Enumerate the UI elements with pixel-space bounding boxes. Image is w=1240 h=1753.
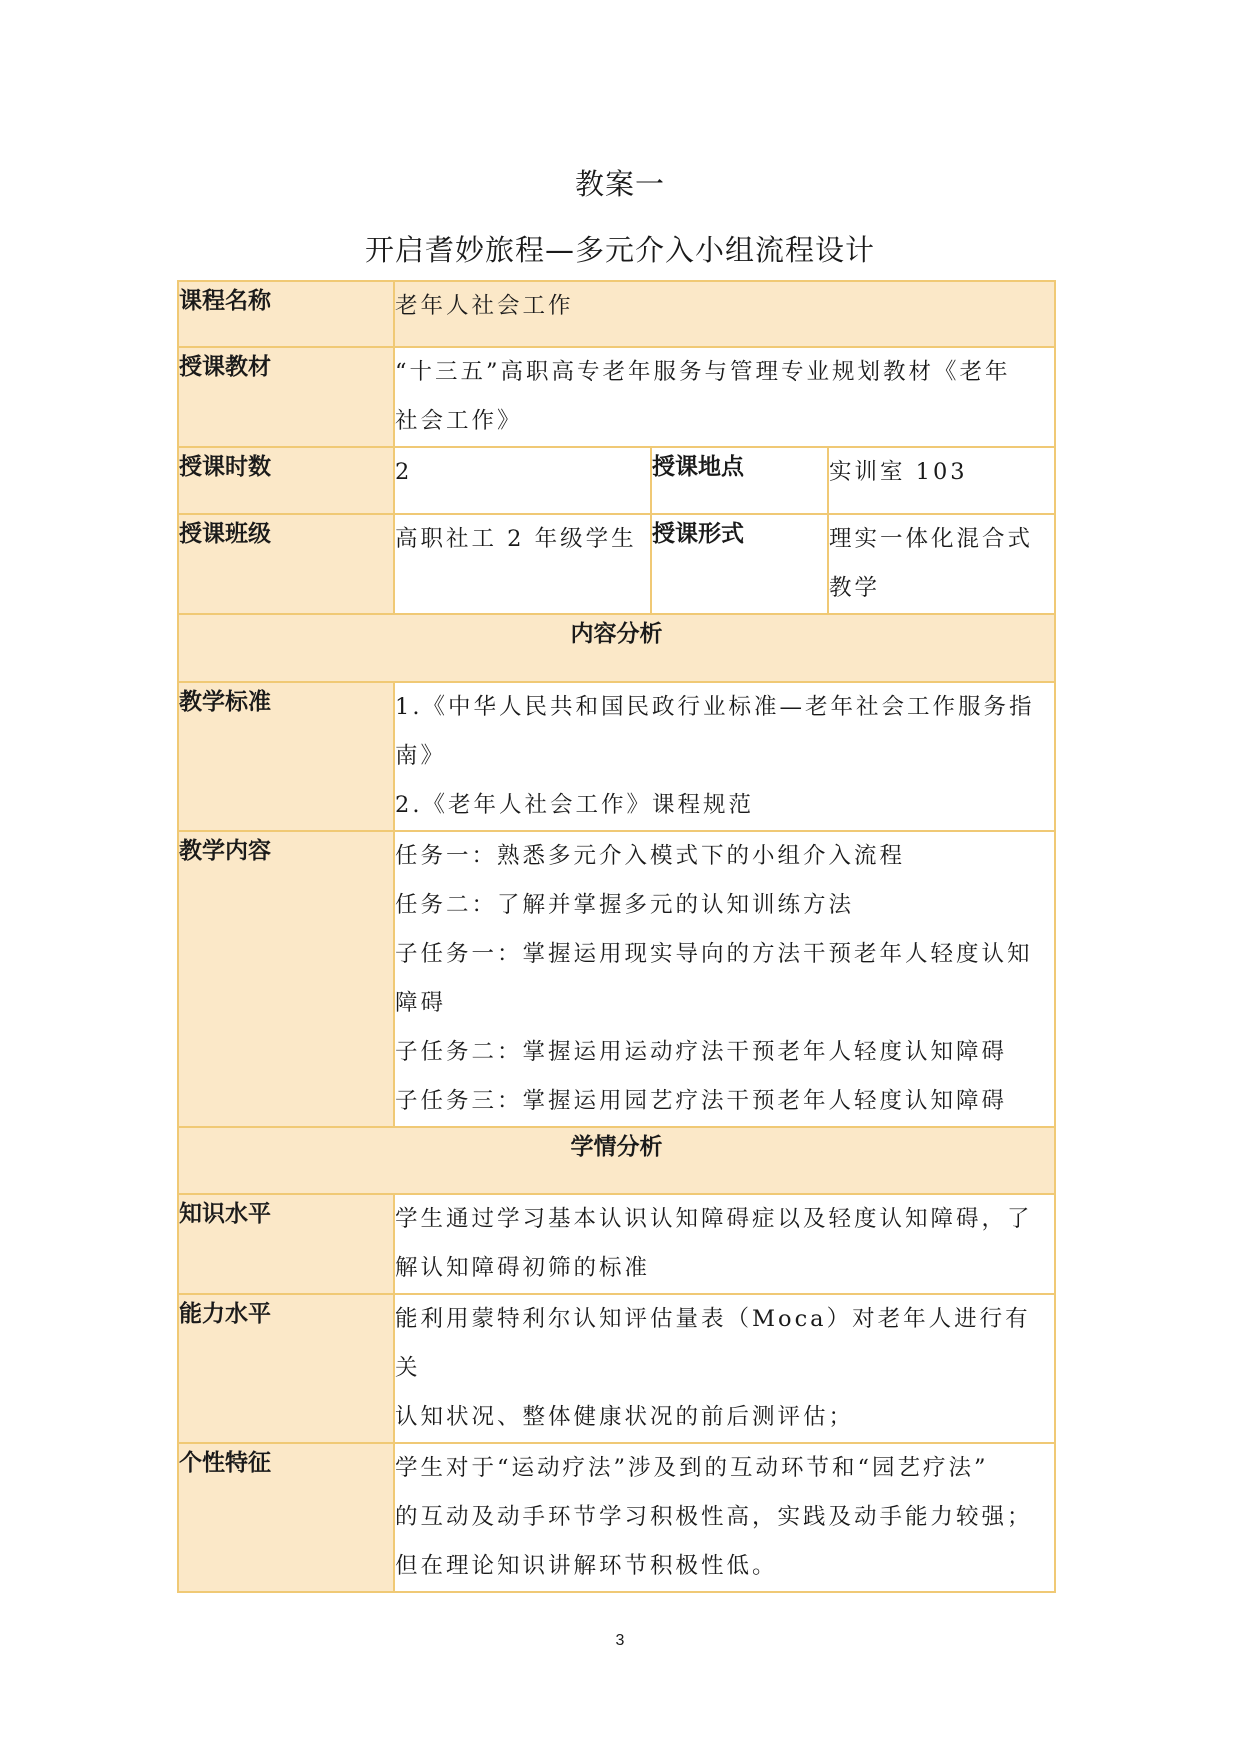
knowledge-value: [394, 1194, 1055, 1294]
textbook-line: 社会工作》: [395, 408, 523, 434]
form-line: 理实一体化混合式: [829, 526, 1034, 552]
ability-line: 认知状况、整体健康状况的前后测评估；: [395, 1404, 855, 1430]
form-line: 教学: [829, 575, 881, 601]
row-standard: [178, 682, 1055, 831]
personality-line: 学生对于“运动疗法”涉及到的互动环节和“园艺疗法”: [395, 1455, 989, 1481]
textbook-label: 授课教材: [178, 347, 394, 447]
location-value: 实训室 103: [828, 447, 1055, 514]
content-line: 子任务二：掌握运用运动疗法干预老年人轻度认知障碍: [395, 1039, 1008, 1065]
row-section-content: [178, 614, 1055, 682]
content-line: 任务一：熟悉多元介入模式下的小组介入流程: [395, 843, 906, 869]
ability-line: 能利用蒙特利尔认知评估量表（Moca）对老年人进行有关: [395, 1306, 1031, 1381]
personality-line: 但在理论知识讲解环节积极性低。: [395, 1553, 778, 1579]
form-label: 授课形式: [651, 514, 828, 614]
document-title: 教案一: [574, 167, 665, 201]
knowledge-line: 解认知障碍初筛的标准: [395, 1255, 651, 1281]
class-label: 授课班级: [178, 514, 394, 614]
course-name-value: 老年人社会工作: [394, 281, 1055, 347]
content-value: [394, 831, 1055, 1127]
course-name-label: 课程名称: [178, 281, 394, 347]
section-students-heading: 学情分析: [178, 1127, 1055, 1194]
standard-label: 教学标准: [178, 682, 394, 831]
row-content: [178, 831, 1055, 1127]
content-line: 任务二：了解并掌握多元的认知训练方法: [395, 892, 855, 918]
standard-line: 南》: [395, 743, 447, 769]
row-class-form: [178, 514, 1055, 614]
row-textbook: [178, 347, 1055, 447]
hours-value: 2: [394, 447, 651, 514]
personality-label: 个性特征: [178, 1443, 394, 1592]
page-number: 3: [615, 1632, 625, 1649]
form-value: [828, 514, 1055, 614]
row-ability: [178, 1294, 1055, 1443]
document-subtitle: 开启耆妙旅程—多元介入小组流程设计: [364, 233, 875, 267]
standard-line: 2.《老年人社会工作》课程规范: [395, 792, 754, 818]
content-line: 子任务三：掌握运用园艺疗法干预老年人轻度认知障碍: [395, 1088, 1008, 1114]
location-label: 授课地点: [651, 447, 828, 514]
content-line: 子任务一：掌握运用现实导向的方法干预老年人轻度认知: [395, 941, 1033, 967]
row-knowledge: [178, 1194, 1055, 1294]
textbook-value: [394, 347, 1055, 447]
knowledge-label: 知识水平: [178, 1194, 394, 1294]
section-content-heading: 内容分析: [178, 614, 1055, 682]
content-line: 障碍: [395, 990, 447, 1016]
hours-label: 授课时数: [178, 447, 394, 514]
class-value: 高职社工 2 年级学生: [394, 514, 651, 614]
personality-line: 的互动及动手环节学习积极性高，实践及动手能力较强；: [395, 1504, 1033, 1530]
row-course-name: [178, 281, 1055, 347]
ability-label: 能力水平: [178, 1294, 394, 1443]
row-personality: [178, 1443, 1055, 1592]
row-section-students: [178, 1127, 1055, 1194]
standard-value: [394, 682, 1055, 831]
row-hours-location: [178, 447, 1055, 514]
standard-line: 1.《中华人民共和国民政行业标准—老年社会工作服务指: [395, 694, 1035, 720]
textbook-line: “十三五”高职高专老年服务与管理专业规划教材《老年: [395, 359, 1011, 385]
ability-value: [394, 1294, 1055, 1443]
knowledge-line: 学生通过学习基本认识认知障碍症以及轻度认知障碍，了: [395, 1206, 1033, 1232]
personality-value: [394, 1443, 1055, 1592]
content-label: 教学内容: [178, 831, 394, 1127]
lesson-plan-table: [177, 280, 1056, 1593]
